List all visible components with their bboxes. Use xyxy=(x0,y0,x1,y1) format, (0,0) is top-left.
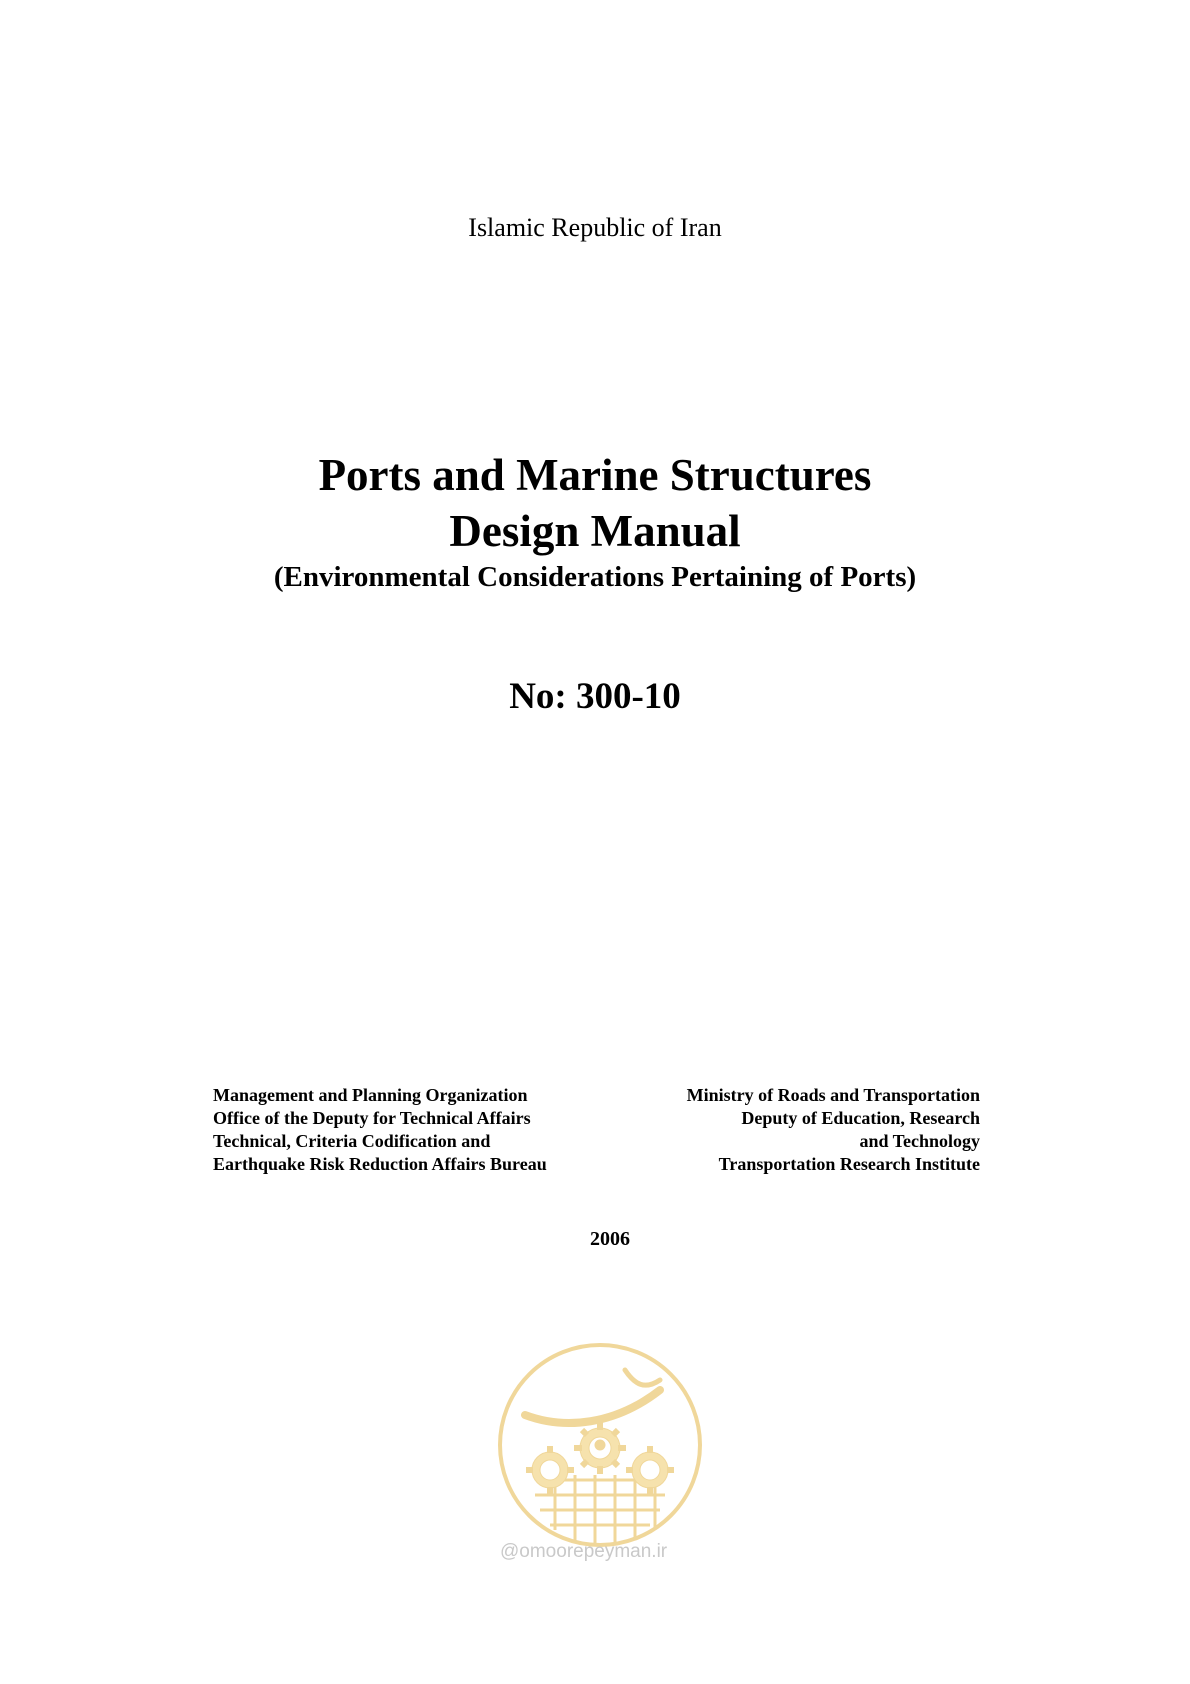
right-org-line: and Technology xyxy=(859,1131,980,1151)
watermark-caption: @omoorepeyman.ir xyxy=(500,1541,668,1562)
country-heading: Islamic Republic of Iran xyxy=(468,213,722,242)
left-org-line: Office of the Deputy for Technical Affairs xyxy=(213,1108,531,1128)
title-line-1: Ports and Marine Structures xyxy=(318,450,872,500)
left-org-line: Earthquake Risk Reduction Affairs Bureau xyxy=(213,1154,547,1174)
right-org-line: Ministry of Roads and Transportation xyxy=(686,1085,980,1105)
subtitle: (Environmental Considerations Pertaining of Ports) xyxy=(273,561,917,593)
right-organization-block xyxy=(640,1084,980,1176)
gear-emblem-icon xyxy=(485,1330,715,1560)
right-org-line: Transportation Research Institute xyxy=(718,1154,980,1174)
title-line-2: Design Manual xyxy=(449,506,741,556)
publication-year: 2006 xyxy=(590,1228,630,1250)
left-organization-block xyxy=(213,1084,547,1176)
title-block xyxy=(0,447,1190,595)
left-org-line: Technical, Criteria Codification and xyxy=(213,1131,491,1151)
left-org-line: Management and Planning Organization xyxy=(213,1085,528,1105)
right-org-line: Deputy of Education, Research xyxy=(741,1108,980,1128)
document-number: No: 300-10 xyxy=(509,676,681,717)
